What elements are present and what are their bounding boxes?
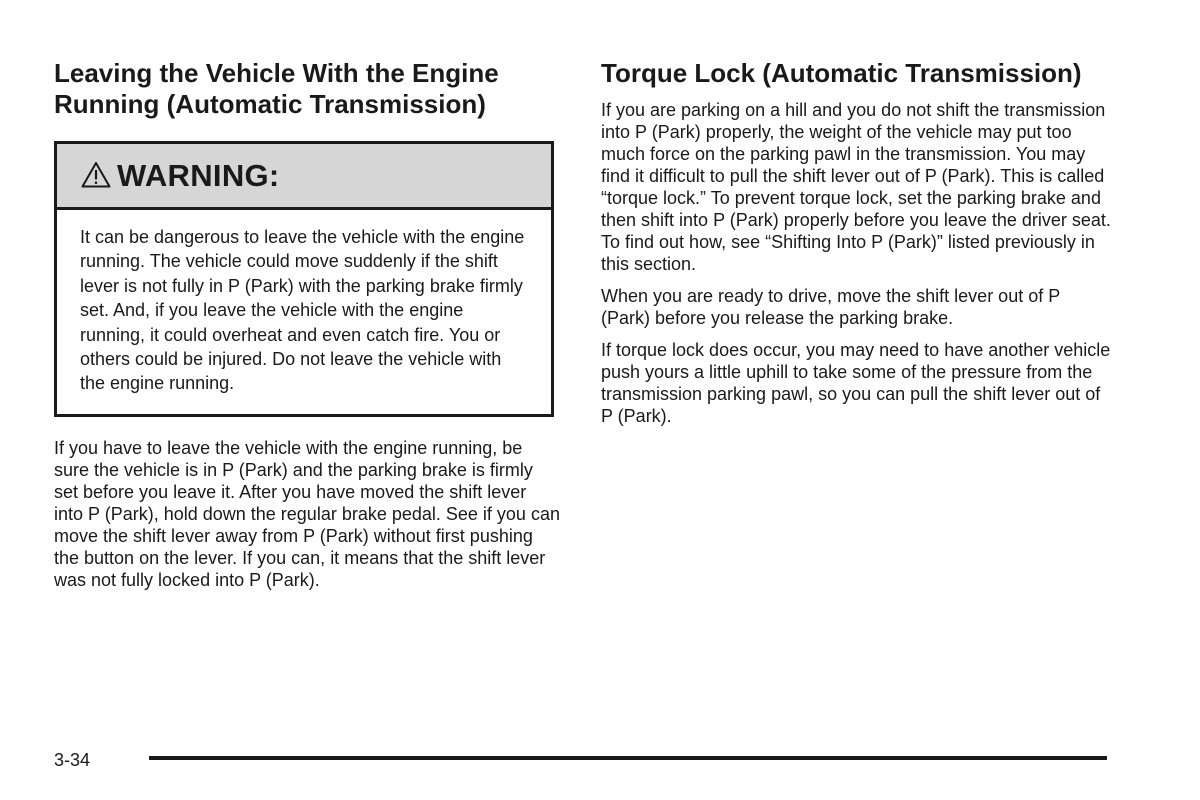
section-heading-torque-lock: Torque Lock (Automatic Transmission) xyxy=(601,58,1082,88)
body-paragraph: If you are parking on a hill and you do not shift the transmission into P (Park) properly, the weight of the vehicle may put too much force on the parking pawl in the transmission. You may find it difficult to pull the shift lever out of P (Park). This is called “torque lock.” To prevent torque lock, set the parking brake and then shift into P (Park) properly before you leave the driver seat. To find out how, see “Shifting Into P (Park)” listed previously in this section. xyxy=(601,100,1111,274)
left-column xyxy=(54,58,560,591)
page-number: 3-34 xyxy=(54,750,91,770)
body-paragraph: If torque lock does occur, you may need to have another vehicle push yours a little uphill to take some of the pressure from the transmission parking pawl, so you can pull the shift lever out of P (Park). xyxy=(601,340,1111,426)
warning-text: It can be dangerous to leave the vehicle with the engine running. The vehicle could move suddenly if the shift lever is not fully in P (Park) with the parking brake firmly set. And, if you leave the vehicle with the engine running, it could overheat and even catch fire. You or others could be injured. Do not leave the vehicle with the engine running. xyxy=(80,227,525,394)
warning-triangle-icon xyxy=(81,161,111,188)
right-column xyxy=(601,58,1113,427)
warning-box xyxy=(54,141,554,417)
footer-divider xyxy=(149,756,1107,760)
body-paragraph: If you have to leave the vehicle with the engine running, be sure the vehicle is in P (Park) and the parking brake is firmly set before you leave it. After you have moved the shift lever into P (Park), hold down the regular brake pedal. See if you can move the shift lever away from P (Park) without first pushing the button on the lever. If you can, it means that the shift lever was not fully locked into P (Park). xyxy=(54,437,560,590)
warning-title: WARNING: xyxy=(117,157,280,193)
warning-header xyxy=(57,144,551,210)
section-heading-leaving-vehicle: Leaving the Vehicle With the Engine Running (Automatic Transmission) xyxy=(54,58,499,119)
body-paragraph: When you are ready to drive, move the shift lever out of P (Park) before you release the parking brake. xyxy=(601,286,1060,328)
